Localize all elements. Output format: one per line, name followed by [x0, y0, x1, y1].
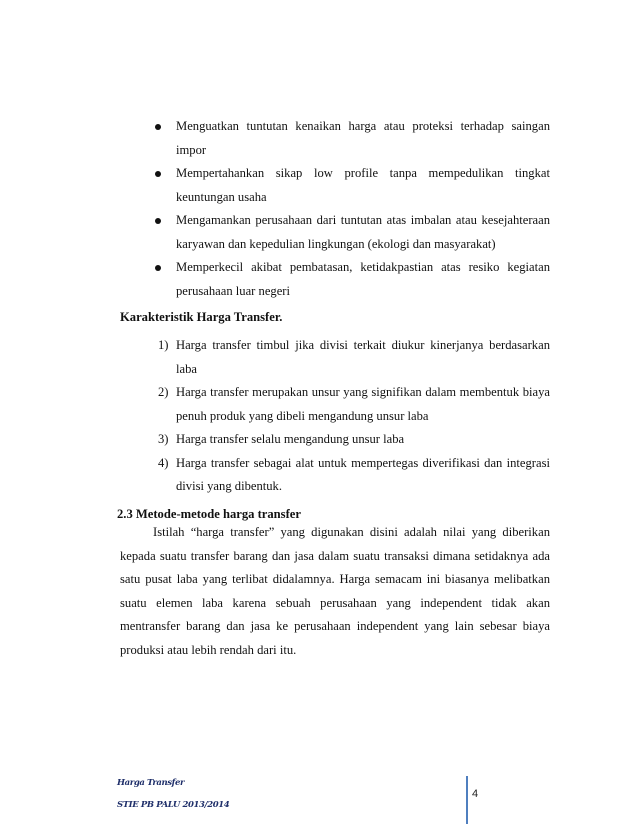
- bullet-dot-icon: [155, 171, 161, 177]
- paragraph-text: Istilah “harga transfer” yang digunakan disini adalah nilai yang diberikan kepada suatu transfer barang dan jasa dalam suatu transaksi dimana setidaknya ada satu pusat laba yang terlibat didalamnya. Harga semacam ini biasanya melibatkan suatu elemen laba karena sebuah perusahaan yang independent tidak akan mentransfer barang dan jasa ke perusahaan independent yang lain sebesar biaya produksi atau lebih rendah dari itu.: [120, 525, 550, 657]
- section-heading: 2.3 Metode-metode harga transfer: [117, 507, 301, 521]
- item-number: 4): [158, 455, 169, 470]
- bullet-text: Mempertahankan sikap low profile tanpa mempedulikan tingkat keuntungan usaha: [176, 166, 550, 204]
- bullet-text: Mengamankan perusahaan dari tuntutan atas imbalan atau kesejahteraan karyawan dan kepedulian lingkungan (ekologi dan masyarakat): [176, 213, 550, 251]
- list-item: [150, 115, 550, 162]
- list-item: [150, 162, 550, 209]
- footer-subtitle: STIE PB PALU 2013/2014: [117, 800, 230, 810]
- list-item: [150, 428, 550, 452]
- footer-divider: [466, 776, 468, 824]
- list-item: [150, 256, 550, 303]
- item-number: 3): [158, 432, 169, 446]
- item-text: Harga transfer merupakan unsur yang signifikan dalam membentuk biaya penuh produk yang dibeli mengandung unsur laba: [176, 385, 550, 423]
- item-text: Harga transfer timbul jika divisi terkait diukur kinerjanya berdasarkan laba: [176, 338, 550, 376]
- bullet-dot-icon: [155, 218, 161, 224]
- list-item: [150, 209, 550, 256]
- list-item: [150, 381, 550, 428]
- bullet-text: Memperkecil akibat pembatasan, ketidakpastian atas resiko kegiatan perusahaan luar negeri: [176, 260, 550, 298]
- list-item: [150, 334, 550, 381]
- karakteristik-heading: Karakteristik Harga Transfer.: [120, 310, 283, 324]
- item-number: 1): [158, 338, 169, 352]
- footer-title: Harga Transfer: [117, 778, 185, 788]
- section-paragraph: [120, 521, 550, 662]
- page-number: 4: [472, 788, 479, 800]
- bullet-dot-icon: [155, 124, 161, 130]
- item-text: Harga transfer sebagai alat untuk mempertegas diverifikasi dan integrasi divisi yang dibentuk.: [176, 455, 550, 493]
- bullet-list: [150, 115, 550, 303]
- bullet-text: Menguatkan tuntutan kenaikan harga atau proteksi terhadap saingan impor: [176, 119, 550, 157]
- list-item: [150, 452, 550, 499]
- item-number: 2): [158, 385, 169, 399]
- bullet-dot-icon: [155, 265, 161, 271]
- numbered-list: [150, 334, 550, 499]
- item-text: Harga transfer selalu mengandung unsur laba: [176, 432, 405, 446]
